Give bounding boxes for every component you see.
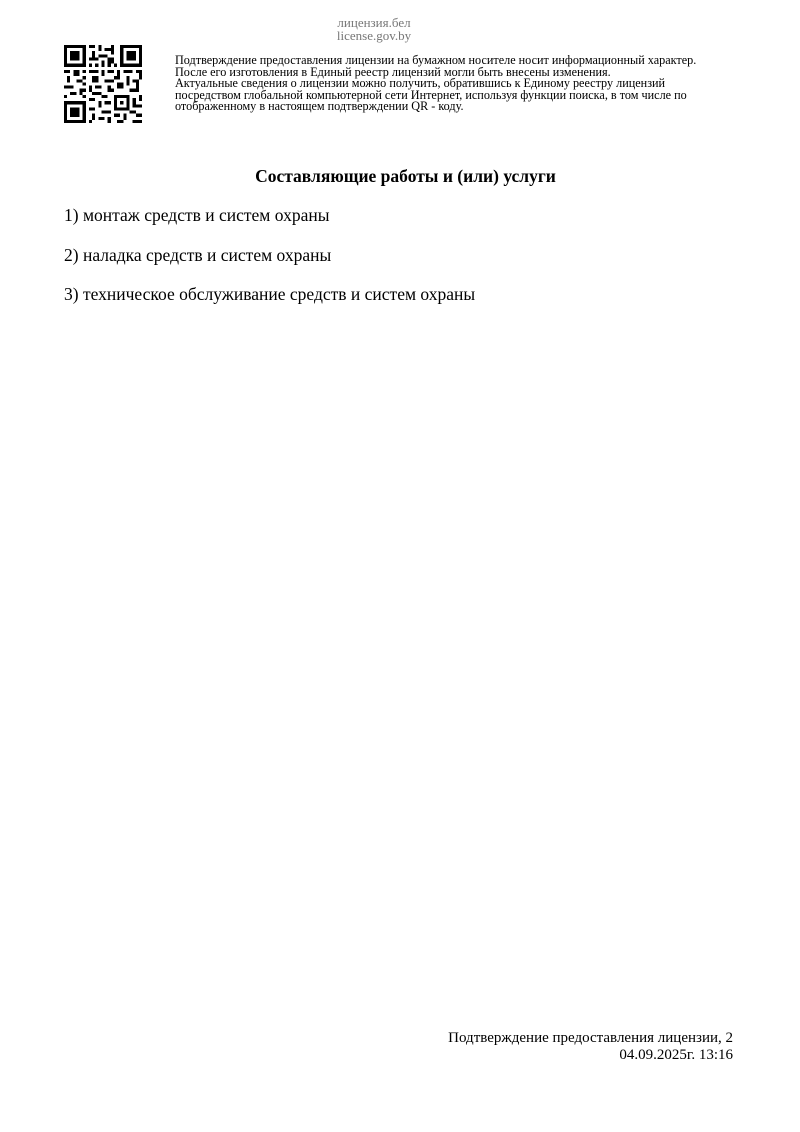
site-links (300, 16, 448, 42)
notice-line: Актуальные сведения о лицензии можно получить, обратившись к Единому реестру лицензий (175, 76, 666, 90)
qr-code-icon (64, 45, 142, 123)
site-link-cyrillic: лицензия.бел (337, 15, 411, 30)
disclaimer-notice (175, 55, 765, 113)
site-link-latin: license.gov.by (336, 28, 412, 43)
services-list (64, 205, 744, 324)
service-item-adjustment: 2) наладка средств и систем охраны (64, 244, 332, 265)
footer-datetime: 04.09.2025г. 13:16 (619, 1047, 733, 1063)
notice-line: Подтверждение предоставления лицензии на бумажном носителе носит информационный характер. (175, 53, 697, 67)
service-item-installation: 1) монтаж средств и систем охраны (64, 205, 330, 225)
notice-line: посредством глобальной компьютерной сети Интернет, используя функции поиска, в том числе по (175, 87, 687, 102)
page-footer (448, 1030, 733, 1064)
notice-line: отображенному в настоящем подтверждении QR - коду. (175, 99, 464, 113)
footer-caption: Подтверждение предоставления лицензии, 2 (448, 1030, 733, 1046)
notice-line: После его изготовления в Единый реестр лицензий могли быть внесены изменения. (175, 64, 611, 79)
service-item-maintenance: 3) техническое обслуживание средств и систем охраны (64, 284, 476, 304)
section-title: Составляющие работы и (или) услуги (255, 166, 556, 186)
